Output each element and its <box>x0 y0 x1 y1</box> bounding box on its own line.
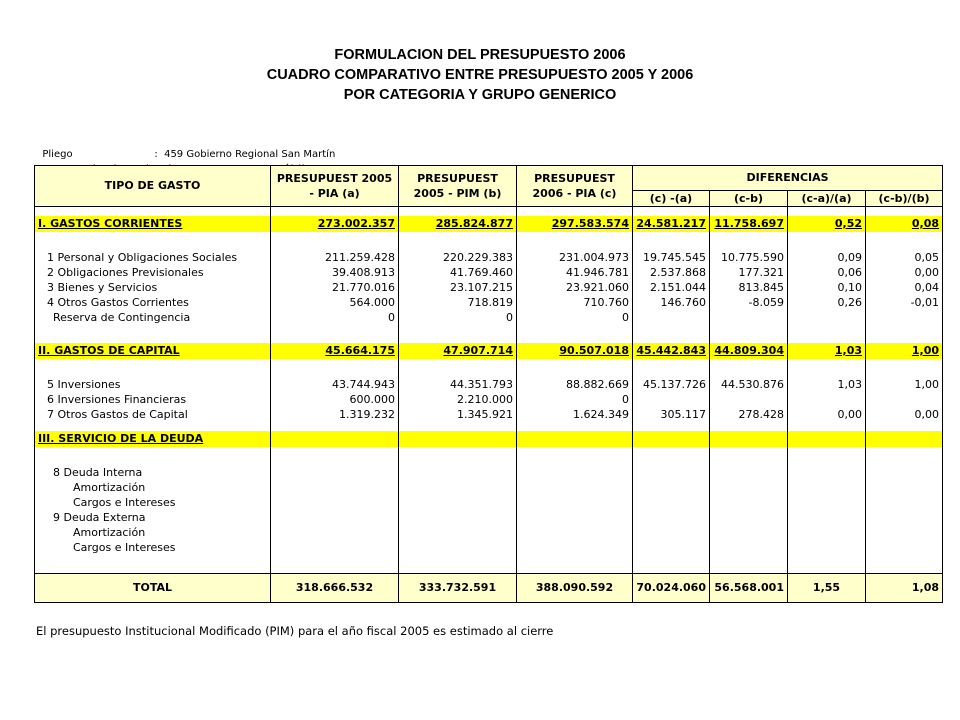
cell-d2 <box>710 310 788 325</box>
table-row <box>35 465 943 480</box>
cell-a: 273.002.357 <box>271 216 399 232</box>
row-label: 9 Deuda Externa <box>35 510 271 525</box>
cell-d3: 0,26 <box>788 295 866 310</box>
row-label: 6 Inversiones Financieras <box>35 392 271 407</box>
row-label: 5 Inversiones <box>35 377 271 392</box>
row-label: I. GASTOS CORRIENTES <box>35 216 271 232</box>
cell-b: 47.907.714 <box>399 343 517 359</box>
cell-d4: 1,08 <box>866 574 943 603</box>
cell-a: 21.770.016 <box>271 280 399 295</box>
cell-d3: 1,03 <box>788 343 866 359</box>
cell-d3: 0,52 <box>788 216 866 232</box>
cell-d4: 1,00 <box>866 377 943 392</box>
cell-d2: 278.428 <box>710 407 788 422</box>
cell-c: 710.760 <box>517 295 633 310</box>
table-row <box>35 540 943 555</box>
header-col-a: PRESUPUEST 2005 - PIA (a) <box>271 166 399 207</box>
cell-d1: 45.137.726 <box>633 377 710 392</box>
cell-c: 90.507.018 <box>517 343 633 359</box>
header-d3: (c-a)/(a) <box>788 191 866 207</box>
cell-b: 0 <box>399 310 517 325</box>
footer-note: El presupuesto Institucional Modificado (PIM) para el año fiscal 2005 es estimado al cierre <box>36 624 554 638</box>
header-tipo-gasto: TIPO DE GASTO <box>35 166 271 207</box>
cell-d4: 0,04 <box>866 280 943 295</box>
cell-d4: 0,08 <box>866 216 943 232</box>
spacer-row <box>35 325 943 343</box>
table-row <box>35 510 943 525</box>
cell-d3: 1,03 <box>788 377 866 392</box>
header-diferencias: DIFERENCIAS <box>633 166 943 191</box>
row-label: Amortización <box>35 480 271 495</box>
pliego-value: : 459 Gobierno Regional San Martín <box>154 149 336 160</box>
table-row-servicio-deuda <box>35 431 943 447</box>
row-label: 3 Bienes y Servicios <box>35 280 271 295</box>
cell-d3: 1,55 <box>788 574 866 603</box>
cell-b: 220.229.383 <box>399 250 517 265</box>
cell-d1: 24.581.217 <box>633 216 710 232</box>
cell-d1: 305.117 <box>633 407 710 422</box>
cell-d4: 0,05 <box>866 250 943 265</box>
spacer-row <box>35 555 943 574</box>
row-label: Reserva de Contingencia <box>35 310 271 325</box>
cell-c: 0 <box>517 310 633 325</box>
table-row-total <box>35 574 943 603</box>
cell-d2: -8.059 <box>710 295 788 310</box>
cell-d2: 44.809.304 <box>710 343 788 359</box>
cell-d4 <box>866 392 943 407</box>
row-label: Cargos e Intereses <box>35 540 271 555</box>
row-label: 7 Otros Gastos de Capital <box>35 407 271 422</box>
cell-a: 39.408.913 <box>271 265 399 280</box>
row-label: Amortización <box>35 525 271 540</box>
cell-b: 718.819 <box>399 295 517 310</box>
cell-b: 2.210.000 <box>399 392 517 407</box>
header-row <box>35 166 943 191</box>
cell-d1: 2.151.044 <box>633 280 710 295</box>
cell-d3: 0,00 <box>788 407 866 422</box>
table-row <box>35 495 943 510</box>
cell-d4: 1,00 <box>866 343 943 359</box>
report-title-line-3: POR CATEGORIA Y GRUPO GENERICO <box>343 87 617 103</box>
table-row <box>35 310 943 325</box>
cell-d3 <box>788 310 866 325</box>
pliego-label: Pliego <box>42 149 73 160</box>
cell-b: 44.351.793 <box>399 377 517 392</box>
cell-a: 1.319.232 <box>271 407 399 422</box>
cell-b: 333.732.591 <box>399 574 517 603</box>
cell-a: 564.000 <box>271 295 399 310</box>
row-label: TOTAL <box>35 574 271 603</box>
cell-d2: 10.775.590 <box>710 250 788 265</box>
row-label: 2 Obligaciones Previsionales <box>35 265 271 280</box>
table-row <box>35 295 943 310</box>
header-col-b: PRESUPUEST 2005 - PIM (b) <box>399 166 517 207</box>
cell-d1: 146.760 <box>633 295 710 310</box>
table-row <box>35 407 943 422</box>
header-col-c: PRESUPUEST 2006 - PIA (c) <box>517 166 633 207</box>
spacer-row <box>35 359 943 377</box>
cell-c: 0 <box>517 392 633 407</box>
cell-c: 23.921.060 <box>517 280 633 295</box>
cell-a: 45.664.175 <box>271 343 399 359</box>
cell-b: 23.107.215 <box>399 280 517 295</box>
cell-a: 318.666.532 <box>271 574 399 603</box>
report-title-line-2: CUADRO COMPARATIVO ENTRE PRESUPUESTO 2005 Y 2006 <box>266 67 694 83</box>
row-label: II. GASTOS DE CAPITAL <box>35 343 271 359</box>
header-d4: (c-b)/(b) <box>866 191 943 207</box>
cell-d3: 0,09 <box>788 250 866 265</box>
spacer-row <box>35 232 943 250</box>
spacer-row <box>35 447 943 465</box>
cell-d4 <box>866 310 943 325</box>
spacer-row <box>35 422 943 431</box>
row-label: 1 Personal y Obligaciones Sociales <box>35 250 271 265</box>
cell-a: 211.259.428 <box>271 250 399 265</box>
table-row <box>35 525 943 540</box>
cell-b: 1.345.921 <box>399 407 517 422</box>
cell-d2: 813.845 <box>710 280 788 295</box>
table-row <box>35 250 943 265</box>
cell-d1: 45.442.843 <box>633 343 710 359</box>
spacer-row <box>35 207 943 217</box>
cell-d1: 70.024.060 <box>633 574 710 603</box>
table-row <box>35 377 943 392</box>
cell-d1 <box>633 392 710 407</box>
cell-a: 43.744.943 <box>271 377 399 392</box>
cell-a: 600.000 <box>271 392 399 407</box>
budget-comparison-table <box>34 165 943 603</box>
cell-d3: 0,06 <box>788 265 866 280</box>
report-title-line-1: FORMULACION DEL PRESUPUESTO 2006 <box>334 47 626 63</box>
cell-c: 388.090.592 <box>517 574 633 603</box>
cell-b: 41.769.460 <box>399 265 517 280</box>
table-row <box>35 280 943 295</box>
cell-d2: 44.530.876 <box>710 377 788 392</box>
row-label: III. SERVICIO DE LA DEUDA <box>35 431 271 447</box>
cell-d2: 177.321 <box>710 265 788 280</box>
cell-c: 1.624.349 <box>517 407 633 422</box>
cell-b: 285.824.877 <box>399 216 517 232</box>
cell-d2: 11.758.697 <box>710 216 788 232</box>
cell-d3: 0,10 <box>788 280 866 295</box>
cell-c: 88.882.669 <box>517 377 633 392</box>
row-label: 8 Deuda Interna <box>35 465 271 480</box>
cell-d4: 0,00 <box>866 407 943 422</box>
cell-d1 <box>633 310 710 325</box>
cell-c: 231.004.973 <box>517 250 633 265</box>
header-d1: (c) -(a) <box>633 191 710 207</box>
cell-c: 297.583.574 <box>517 216 633 232</box>
table-row <box>35 480 943 495</box>
cell-c: 41.946.781 <box>517 265 633 280</box>
table-row-gastos-de-capital <box>35 343 943 359</box>
cell-d2: 56.568.001 <box>710 574 788 603</box>
header-d2: (c-b) <box>710 191 788 207</box>
table-row-gastos-corrientes <box>35 216 943 232</box>
cell-d1: 19.745.545 <box>633 250 710 265</box>
row-label: 4 Otros Gastos Corrientes <box>35 295 271 310</box>
cell-d2 <box>710 392 788 407</box>
row-label: Cargos e Intereses <box>35 495 271 510</box>
cell-a: 0 <box>271 310 399 325</box>
cell-d1: 2.537.868 <box>633 265 710 280</box>
cell-d4: -0,01 <box>866 295 943 310</box>
table-row <box>35 265 943 280</box>
cell-d4: 0,00 <box>866 265 943 280</box>
cell-d3 <box>788 392 866 407</box>
table-row <box>35 392 943 407</box>
